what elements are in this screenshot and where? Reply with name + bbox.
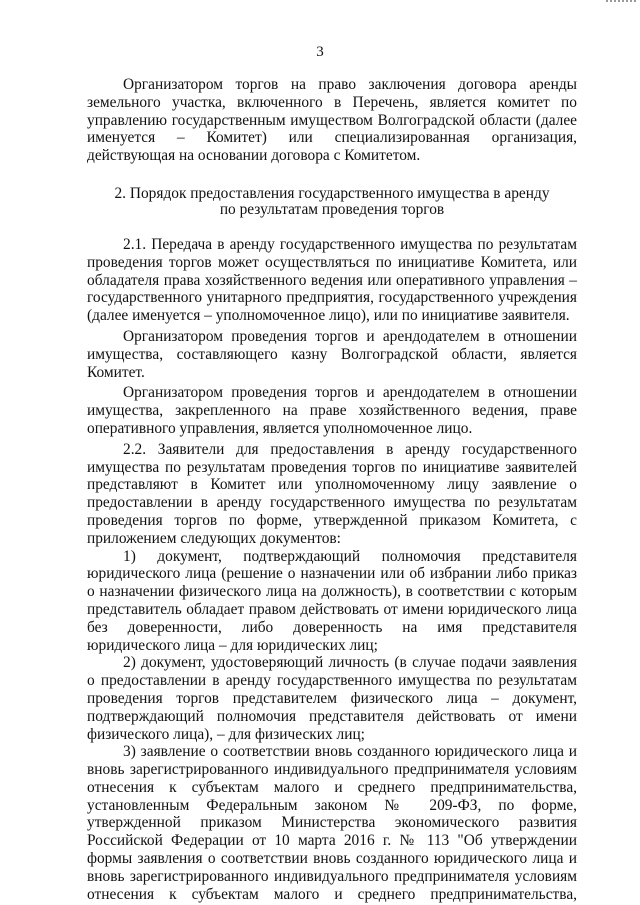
paragraph-organizer-auction: Организатором торгов на право заключения договора аренды земельного участка, включенного в Перечень, является комитет по управлению государственным имуществом Волгоградской области (далее именуется – Комитет) или специализированная организация, действующая на основании договора с Комитетом. [87, 76, 577, 165]
section-heading-line1: 2. Порядок предоставления государственного имущества в аренду [114, 184, 550, 202]
paragraph-2-2: 2.2. Заявители для предоставления в аренду государственного имущества по результатам проведения торгов по инициативе заявителей представляют в Комитет или уполномоченному лицу заявление о предоставлении в аренду государственного имущества по результатам проведения торгов по форме, утвержденной приказом Комитета, с приложением следующих документов: [87, 440, 577, 547]
list-item-1: 1) документ, подтверждающий полномочия представителя юридического лица (решение о назначении или об избрании либо приказ о назначении физического лица на должность), в соответствии с которым представитель обладает правом действовать от имени юридического лица без доверенности, либо доверенность на имя представителя юридического лица – для юридических лиц; [87, 547, 577, 654]
list-item-3: 3) заявление о соответствии вновь созданного юридического лица и вновь зарегистрированного индивидуального предпринимателя условиям отнесения к субъектам малого и среднего предпринимательства, установленным Федеральным законом № 209-ФЗ, по форме, утвержденной приказом Министерства экономического развития Российской Федерации от 10 марта 2016 г. № 113 "Об утверждении формы заявления о соответствии вновь созданного юридического лица и вновь зарегистрированного индивидуального предпринимателя условиям отнесения к субъектам малого и среднего предпринимательства, [87, 743, 577, 903]
scan-corner-mark [606, 0, 636, 5]
document-body [87, 76, 577, 903]
paragraph-2-1: 2.1. Передача в аренду государственного имущества по результатам проведения торгов может осуществляться по инициативе Комитета, или обладателя права хозяйственного ведения или оперативного управления – государственного унитарного предприятия, государственного учреждения (далее именуется – уполномоченное лицо), или по инициативе заявителя. [87, 235, 577, 325]
list-item-2: 2) документ, удостоверяющий личность (в случае подачи заявления о предоставлении в аренду государственного имущества по результатам проведения торгов представителем физического лица – документ, подтверждающий полномочия представителя действовать от имени физического лица), – для физических лиц; [87, 654, 577, 743]
section-heading-line2: по результатам проведения торгов [219, 200, 445, 218]
paragraph-organizer-treasury: Организатором проведения торгов и арендодателем в отношении имущества, составляющего казну Волгоградской области, является Комитет. [87, 327, 577, 381]
paragraph-organizer-authorized: Организатором проведения торгов и арендодателем в отношении имущества, закрепленного на праве хозяйственного ведения, праве оперативного управления, является уполномоченное лицо. [87, 384, 577, 437]
page-number: 3 [316, 44, 324, 60]
section-heading [87, 186, 577, 218]
